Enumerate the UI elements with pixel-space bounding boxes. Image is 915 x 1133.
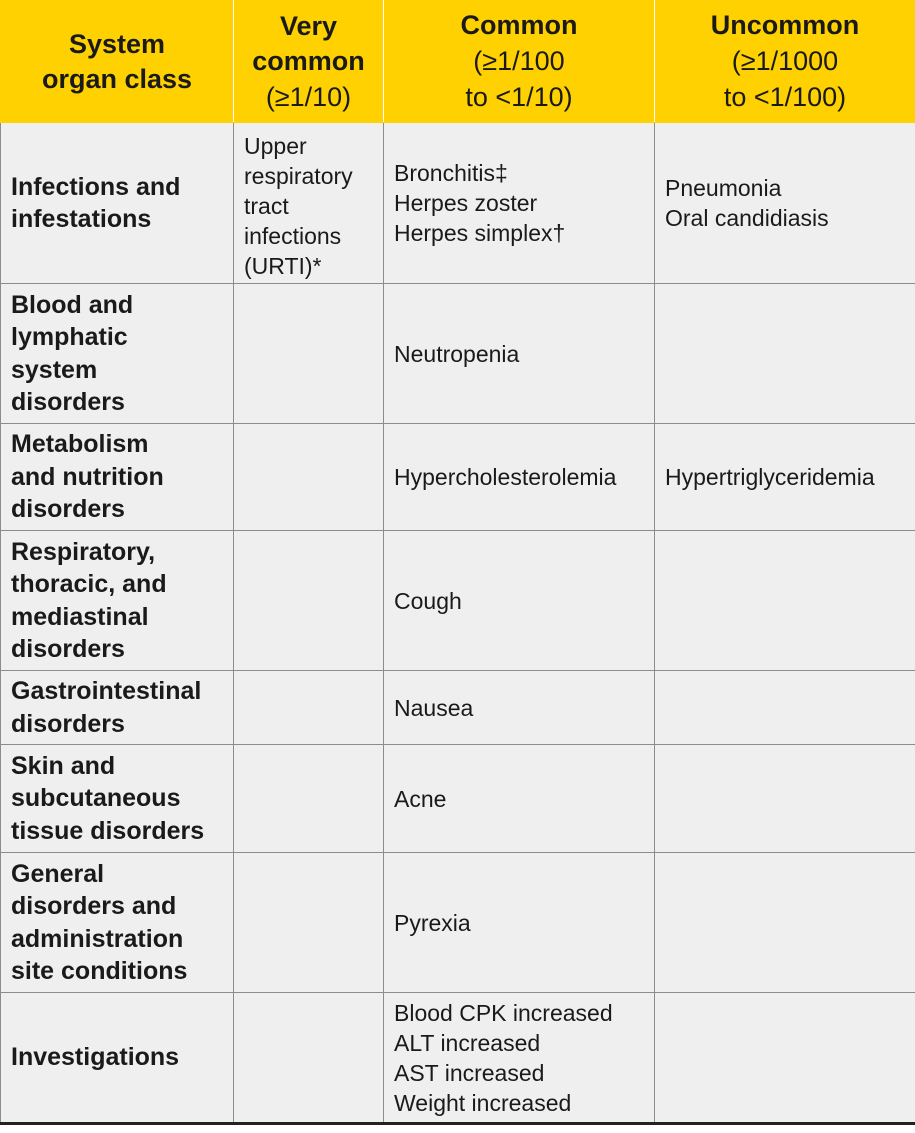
cell-text-line: thoracic, and xyxy=(11,570,167,598)
cell-text-line: infections xyxy=(244,223,342,249)
cell-system-organ-class xyxy=(1,531,234,671)
table-row xyxy=(1,993,915,1124)
cell-system-organ-class xyxy=(1,123,234,284)
cell-text-line: infestations xyxy=(11,205,152,233)
cell-uncommon xyxy=(655,671,915,745)
cell-uncommon xyxy=(655,284,915,424)
header-row xyxy=(1,1,915,123)
cell-text-line: Blood and xyxy=(11,290,134,319)
cell-text-line: Pyrexia xyxy=(394,909,471,936)
cell-common xyxy=(384,745,655,853)
cell-text-line: Herpes simplex† xyxy=(394,220,566,246)
cell-text-line: Hypercholesterolemia xyxy=(394,464,617,490)
cell-common xyxy=(384,531,655,671)
cell-text-line: administration xyxy=(11,924,184,953)
cell-text-line: tissue disorders xyxy=(11,816,205,845)
cell-very-common xyxy=(234,284,384,424)
cell-very-common xyxy=(234,993,384,1124)
header-title-line: common xyxy=(252,45,365,76)
table-body xyxy=(1,123,915,1124)
cell-system-organ-class xyxy=(1,671,234,745)
cell-text-line: General xyxy=(11,859,105,888)
header-title-line: Common xyxy=(460,10,578,40)
table-row xyxy=(1,284,915,424)
table-row xyxy=(1,671,915,745)
header-frequency-line: (≥1/10) xyxy=(265,81,352,112)
cell-uncommon xyxy=(655,745,915,853)
cell-uncommon xyxy=(655,123,915,284)
cell-text-line: site conditions xyxy=(11,957,188,985)
cell-text-line: tract xyxy=(244,193,289,219)
cell-common xyxy=(384,424,655,531)
cell-uncommon xyxy=(655,993,915,1124)
cell-text-line: Hypertriglyceridemia xyxy=(665,464,875,490)
cell-text-line: ALT increased xyxy=(394,1029,541,1056)
cell-common xyxy=(384,993,655,1124)
table-row xyxy=(1,424,915,531)
header-common xyxy=(384,1,655,123)
cell-common xyxy=(384,853,655,993)
cell-system-organ-class xyxy=(1,745,234,853)
table-row xyxy=(1,853,915,993)
cell-common xyxy=(384,284,655,424)
cell-very-common xyxy=(234,424,384,531)
cell-text-line: Blood CPK increased xyxy=(394,999,613,1026)
cell-text-line: Metabolism xyxy=(11,430,149,459)
cell-text-line: system xyxy=(11,355,98,384)
cell-text-line: Cough xyxy=(394,587,462,614)
cell-text-line: Upper xyxy=(244,133,307,159)
cell-system-organ-class xyxy=(1,853,234,993)
cell-text-line: mediastinal xyxy=(11,602,149,631)
table-row xyxy=(1,531,915,671)
cell-text-line: Pneumonia xyxy=(665,175,782,201)
cell-text-line: Herpes zoster xyxy=(394,190,538,216)
cell-text-line: and nutrition xyxy=(11,462,164,491)
cell-common xyxy=(384,123,655,284)
cell-very-common xyxy=(234,853,384,993)
cell-text-line: Acne xyxy=(394,785,447,812)
cell-text-line: Oral candidiasis xyxy=(665,205,829,231)
table-row xyxy=(1,123,915,284)
cell-text-line: disorders and xyxy=(11,892,177,920)
cell-text-line: disorders xyxy=(11,388,125,416)
cell-text-line: Weight increased xyxy=(394,1089,572,1116)
cell-uncommon xyxy=(655,853,915,993)
cell-text-line: disorders xyxy=(11,709,125,738)
table-header xyxy=(1,1,915,123)
cell-very-common xyxy=(234,745,384,853)
header-title-line: Uncommon xyxy=(710,10,860,40)
cell-very-common xyxy=(234,123,384,284)
header-system-organ-class xyxy=(1,1,234,123)
header-uncommon xyxy=(655,1,915,123)
cell-text-line: (URTI)* xyxy=(244,253,322,279)
cell-very-common xyxy=(234,531,384,671)
cell-uncommon xyxy=(655,424,915,531)
cell-text-line: AST increased xyxy=(394,1059,545,1086)
cell-text-line: Infections and xyxy=(11,172,181,201)
cell-text-line: respiratory xyxy=(244,163,353,189)
cell-uncommon xyxy=(655,531,915,671)
cell-system-organ-class xyxy=(1,424,234,531)
cell-text-line: Investigations xyxy=(11,1043,180,1072)
cell-text-line: lymphatic xyxy=(11,323,128,351)
cell-text-line: Neutropenia xyxy=(394,340,520,367)
cell-text-line: disorders xyxy=(11,635,125,663)
header-frequency-line: to <1/10) xyxy=(465,82,573,112)
cell-system-organ-class xyxy=(1,284,234,424)
header-soc-line: System xyxy=(68,28,166,59)
header-very-common xyxy=(234,1,384,123)
cell-very-common xyxy=(234,671,384,745)
cell-text-line: disorders xyxy=(11,495,125,524)
header-frequency-line: (≥1/100 xyxy=(473,46,565,76)
cell-system-organ-class xyxy=(1,993,234,1124)
cell-text-line: Respiratory, xyxy=(11,537,156,566)
cell-text-line: Bronchitis‡ xyxy=(394,160,508,186)
cell-text-line: subcutaneous xyxy=(11,784,181,813)
header-title-line: Very xyxy=(279,10,338,41)
cell-text-line: Gastrointestinal xyxy=(11,677,202,705)
header-soc-line: organ class xyxy=(41,63,193,94)
header-frequency-line: (≥1/1000 xyxy=(731,46,839,76)
header-frequency-line: to <1/100) xyxy=(723,82,847,112)
table-row xyxy=(1,745,915,853)
cell-text-line: Nausea xyxy=(394,694,474,721)
cell-common xyxy=(384,671,655,745)
cell-text-line: Skin and xyxy=(11,751,116,780)
